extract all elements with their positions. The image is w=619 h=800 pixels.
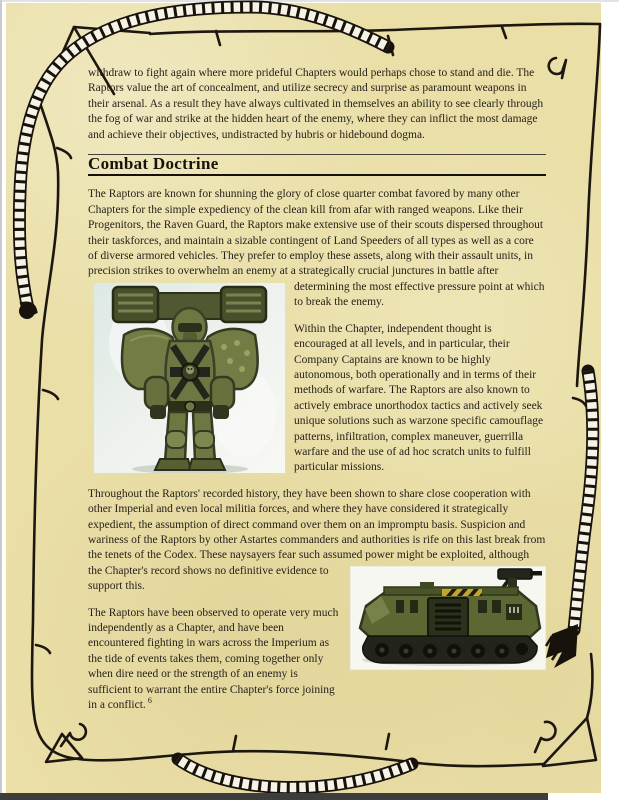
tracks: [363, 636, 537, 663]
torso: [166, 341, 215, 403]
paragraph-text: The Raptors have been observed to operate very much independently as a Chapter, and have been encountered fighting in wars across the Imperium as the tide of events takes them, coming together only when dire need or the strength of an enemy is sufficient to warrant the entire Chapter's force joining in a conflict.: [88, 606, 339, 712]
article-body: [88, 66, 546, 726]
left-edge-shadow: [0, 0, 2, 800]
rhino-figure: [350, 566, 546, 670]
rhino-vehicle-image: [350, 566, 546, 670]
paragraph-text: at which to break the enemy.: [294, 280, 545, 309]
top-edge-shadow: [0, 0, 619, 2]
doctrine-paragraph-1: [88, 187, 546, 310]
belt: [168, 401, 212, 412]
space-marine-image: [94, 283, 285, 473]
side-door: [428, 598, 468, 637]
section-heading-combat-doctrine: Combat Doctrine: [88, 154, 546, 176]
bottom-scrollbar-strip: [0, 793, 548, 800]
doctrine-paragraph-2: Within the Chapter, independent thought is encouraged at all levels, and in particular, their Company Captains are known to be highly autonomous, both operationally and in terms of their methods of warfare. The Raptors are also known to actively embrace unorthodox tactics and actively seek unique solutions such as warzone specific camouflage patterns, infiltration, complex maneuver, guerrilla warfare and the use of ad hoc scratch units to fulfill particular missions.: [294, 322, 544, 474]
footnote-reference: 6: [147, 696, 152, 706]
paragraph-text: The Raptors are known for shunning the glory of close quarter combat favored by many other Chapters for the simple expediency of the clean kill from afar with ranged weapons. Like their Progenitors, the Raven Guard, the Raptors make extensive use of their scouts dispersed throughout their taskforces, and maintain a sizable contingent of Land Speeders of all types as well as a core of diverse armored vehicles. They prefer to employ these assets, along with their assault units, in precision strikes to overwhelm an enemy at a strategically crucial junctures in battle after determining the most effective pressure point: [88, 188, 544, 293]
intro-paragraph: withdraw to fight again where more prideful Chapters would perhaps chose to stand and die. The Raptors value the art of concealment, and utilize secrecy and surprise as paramount weapons in their arsenal. As a result they have always cultivated in themselves an ability to see clearly through the fog of war and strike at the hidden heart of the enemy, where they can inflict the most damage and achieve their objectives, undistracted by hubris or hidebound dogma.: [88, 67, 544, 141]
doctrine-paragraph-3: [88, 487, 546, 595]
hull: [360, 582, 540, 639]
marine-figure: [94, 283, 285, 473]
hazard-stripes: [442, 589, 482, 596]
paragraph-text: Throughout the Raptors' recorded history, they have been shown to share close cooperation with other Imperial and even local militia forces, and where they have considered it strategically expedient, the assumption of direct command over them on an impromptu basis. Suspicion and wariness of the Raptors by other Astartes commanders and authorities is rife on this last break from the tenets of the Codex. These naysayers fear such assumed power might be: [88, 487, 546, 562]
paragraph-text: exploited, although the Chapter's record shows no definitive evidence to support this.: [88, 549, 530, 593]
